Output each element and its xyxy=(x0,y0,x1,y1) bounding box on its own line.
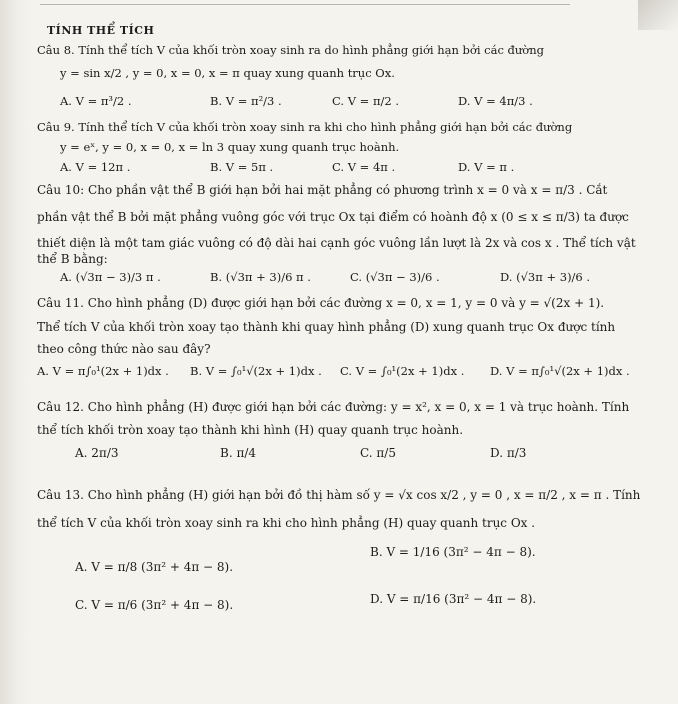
q12-option-b: B. π/4 xyxy=(220,446,257,460)
q12-option-c: C. π/5 xyxy=(360,446,396,460)
q10-text-line3: thiết diện là một tam giác vuông có độ dài hai cạnh góc vuông lần lượt là 2x và cos x . Thể tích vật xyxy=(37,236,636,250)
q9-option-d: D. V = π . xyxy=(458,160,515,174)
top-rule xyxy=(40,4,570,5)
q8-option-b: B. V = π²/3 . xyxy=(210,94,282,108)
q13-option-b: B. V = 1/16 (3π² − 4π − 8). xyxy=(370,545,536,559)
q13-text-line2: thể tích V của khối tròn xoay sinh ra khi cho hình phẳng (H) quay quanh trục Ox . xyxy=(37,516,536,530)
q8-option-a: A. V = π³/2 . xyxy=(60,94,132,108)
q8-option-c: C. V = π/2 . xyxy=(332,94,400,108)
q8-text-line1: Câu 8. Tính thể tích V của khối tròn xoay sinh ra do hình phẳng giới hạn bởi các đường xyxy=(37,43,544,57)
q8-text-line2: y = sin x/2 , y = 0, x = 0, x = π quay xung quanh trục Ox. xyxy=(60,66,395,80)
q10-text-line2: phần vật thể B bởi mặt phẳng vuông góc với trục Ox tại điểm có hoành độ x (0 ≤ x ≤ π/3) ta được xyxy=(37,210,629,224)
q12-option-d: D. π/3 xyxy=(490,446,527,460)
section-title: TÍNH THỂ TÍCH xyxy=(47,24,155,37)
q11-option-a: A. V = π∫₀¹(2x + 1)dx . xyxy=(37,364,169,378)
q9-option-b: B. V = 5π . xyxy=(210,160,274,174)
q11-option-c: C. V = ∫₀¹(2x + 1)dx . xyxy=(340,364,465,378)
scan-edge xyxy=(0,0,30,704)
q8-option-d: D. V = 4π/3 . xyxy=(458,94,533,108)
q11-text-line3: theo công thức nào sau đây? xyxy=(37,342,211,356)
q9-option-c: C. V = 4π . xyxy=(332,160,396,174)
q11-text-line1: Câu 11. Cho hình phẳng (D) được giới hạn bởi các đường x = 0, x = 1, y = 0 và y = √(2x + 1). xyxy=(37,296,605,310)
q10-option-d: D. (√3π + 3)/6 . xyxy=(500,270,591,284)
q10-text-line4: thể B bằng: xyxy=(37,252,108,266)
q11-option-b: B. V = ∫₀¹√(2x + 1)dx . xyxy=(190,364,322,378)
q11-option-d: D. V = π∫₀¹√(2x + 1)dx . xyxy=(490,364,630,378)
q11-text-line2: Thể tích V của khối tròn xoay tạo thành khi quay hình phẳng (D) xung quanh trục Ox được tính xyxy=(37,320,616,334)
q10-option-c: C. (√3π − 3)/6 . xyxy=(350,270,440,284)
q13-option-a: A. V = π/8 (3π² + 4π − 8). xyxy=(75,560,234,574)
q10-option-a: A. (√3π − 3)/3 π . xyxy=(60,270,161,284)
q9-option-a: A. V = 12π . xyxy=(60,160,131,174)
q10-option-b: B. (√3π + 3)/6 π . xyxy=(210,270,311,284)
q13-text-line1: Câu 13. Cho hình phẳng (H) giới hạn bởi đồ thị hàm số y = √x cos x/2 , y = 0 , x = π/2 , x = π . Tính xyxy=(37,488,641,502)
q13-option-d: D. V = π/16 (3π² − 4π − 8). xyxy=(370,592,537,606)
q12-text-line1: Câu 12. Cho hình phẳng (H) được giới hạn bởi các đường: y = x², x = 0, x = 1 và trục hoành. Tính xyxy=(37,400,630,414)
q9-text-line1: Câu 9. Tính thể tích V của khối tròn xoay sinh ra khi cho hình phẳng giới hạn bởi các đường xyxy=(37,120,573,134)
q12-option-a: A. 2π/3 xyxy=(75,446,119,460)
q9-text-line2: y = eˣ, y = 0, x = 0, x = ln 3 quay xung quanh trục hoành. xyxy=(60,140,400,154)
q12-text-line2: thể tích khối tròn xoay tạo thành khi hình (H) quay quanh trục hoành. xyxy=(37,423,464,437)
q13-option-c: C. V = π/6 (3π² + 4π − 8). xyxy=(75,598,234,612)
page-corner xyxy=(638,0,678,30)
q10-text-line1: Câu 10: Cho phần vật thể B giới hạn bởi hai mặt phẳng có phương trình x = 0 và x = π/3 . Cắt xyxy=(37,183,608,197)
